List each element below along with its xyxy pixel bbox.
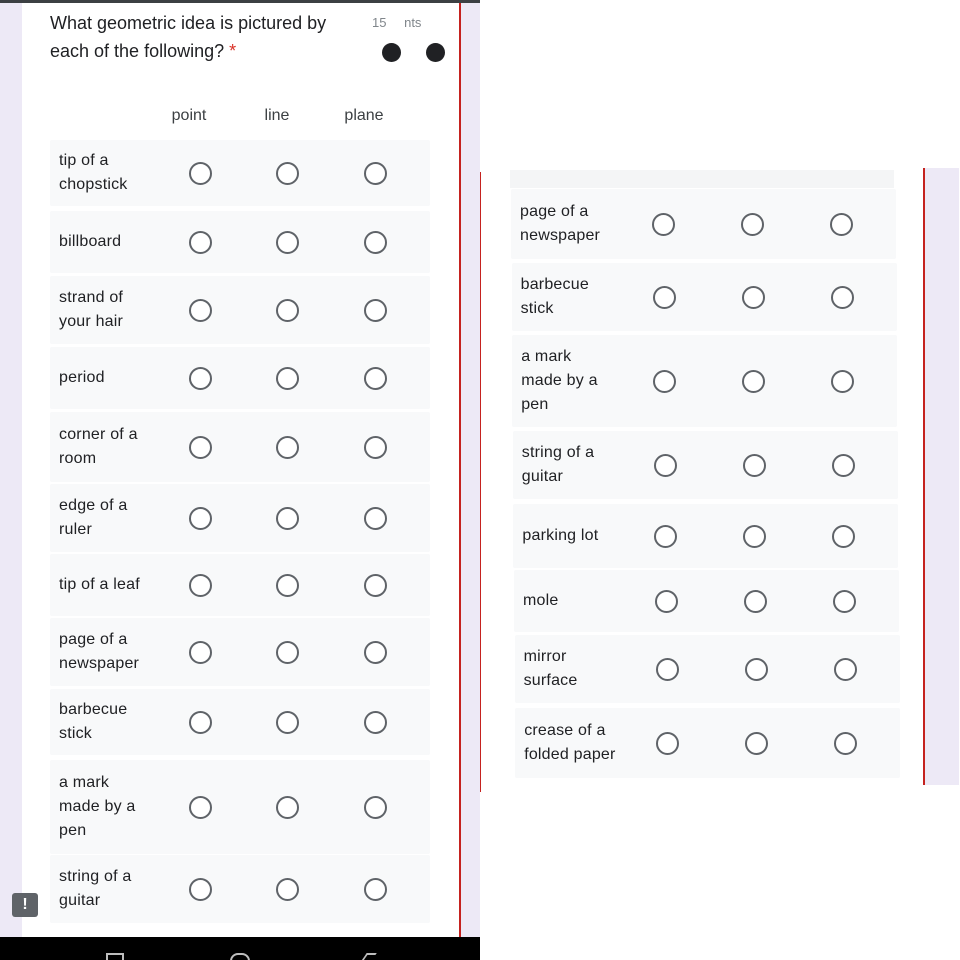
back-icon[interactable] xyxy=(361,953,377,960)
grid-row xyxy=(50,140,430,206)
row-label xyxy=(59,423,163,471)
grid-row xyxy=(50,484,430,552)
radio-point[interactable] xyxy=(189,299,212,322)
radio-line[interactable] xyxy=(741,213,764,236)
radio-line[interactable] xyxy=(743,454,766,477)
radio-plane[interactable] xyxy=(364,711,387,734)
row-label xyxy=(523,589,627,613)
row-label-line: edge of a xyxy=(59,497,128,514)
row-label-line: barbecue xyxy=(520,276,589,293)
radio-point[interactable] xyxy=(652,213,675,236)
row-label-line: room xyxy=(59,450,97,467)
row-label-line: surface xyxy=(523,672,578,689)
radio-line[interactable] xyxy=(276,641,299,664)
column-header-point: point xyxy=(171,107,207,124)
row-label-line: crease of a xyxy=(524,722,606,739)
grid-row xyxy=(515,708,900,778)
row-label xyxy=(522,524,626,548)
radio-point[interactable] xyxy=(189,878,212,901)
grid-row xyxy=(511,189,896,259)
grid-row xyxy=(50,760,430,854)
floating-dots xyxy=(380,41,464,65)
radio-line[interactable] xyxy=(276,436,299,459)
row-label-line: string of a xyxy=(59,868,132,885)
radio-point[interactable] xyxy=(189,162,212,185)
card-border-right xyxy=(923,168,959,785)
row-label xyxy=(520,200,624,248)
right-screenshot xyxy=(480,168,960,792)
row-label-line: billboard xyxy=(59,233,122,250)
row-label-line: mirror xyxy=(523,648,567,665)
row-label xyxy=(524,719,628,767)
row-label-line: a mark xyxy=(521,348,572,365)
row-label-line: guitar xyxy=(59,892,101,909)
row-label-line: newspaper xyxy=(520,227,601,244)
row-label xyxy=(59,865,163,913)
recent-apps-icon[interactable] xyxy=(106,953,124,960)
report-problem-icon[interactable]: ! xyxy=(12,893,38,917)
grid-row xyxy=(512,263,897,331)
row-label-line: guitar xyxy=(521,468,564,485)
row-label xyxy=(59,366,163,390)
android-nav-bar xyxy=(0,937,480,960)
radio-line[interactable] xyxy=(276,162,299,185)
question-card xyxy=(22,3,461,938)
row-label-line: newspaper xyxy=(59,655,140,672)
grid-row xyxy=(50,855,430,923)
row-label-line: chopstick xyxy=(59,176,128,193)
question-title xyxy=(50,9,370,65)
row-label xyxy=(521,345,625,417)
home-icon[interactable] xyxy=(230,953,250,960)
grid-row xyxy=(513,504,898,568)
radio-point[interactable] xyxy=(654,454,677,477)
radio-plane[interactable] xyxy=(364,299,387,322)
grid-row xyxy=(512,335,897,427)
row-label xyxy=(59,628,163,676)
column-header-plane: plane xyxy=(344,107,384,124)
radio-plane[interactable] xyxy=(831,370,854,393)
radio-point[interactable] xyxy=(189,507,212,530)
radio-line[interactable] xyxy=(745,658,768,681)
radio-plane[interactable] xyxy=(833,590,856,613)
radio-point[interactable] xyxy=(189,641,212,664)
radio-plane[interactable] xyxy=(364,162,387,185)
radio-plane[interactable] xyxy=(364,436,387,459)
row-label xyxy=(59,230,163,254)
row-label xyxy=(59,149,163,197)
radio-line[interactable] xyxy=(276,231,299,254)
radio-point[interactable] xyxy=(189,231,212,254)
radio-line[interactable] xyxy=(743,525,766,548)
radio-line[interactable] xyxy=(276,796,299,819)
row-label-line: stick xyxy=(59,725,92,742)
row-label xyxy=(522,441,626,489)
row-label-line: strand of xyxy=(59,289,124,306)
radio-point[interactable] xyxy=(654,525,677,548)
radio-line[interactable] xyxy=(742,370,765,393)
radio-line[interactable] xyxy=(276,574,299,597)
row-label-line: pen xyxy=(521,396,549,413)
question-title-text: What geometric idea is pictured by each of the following? xyxy=(50,13,327,61)
grid-row xyxy=(515,635,900,703)
radio-plane[interactable] xyxy=(834,732,857,755)
row-label xyxy=(59,573,163,597)
row-stub xyxy=(510,170,894,188)
radio-line[interactable] xyxy=(742,286,765,309)
row-label-line: a mark xyxy=(59,774,110,791)
radio-plane[interactable] xyxy=(832,454,855,477)
dot-icon xyxy=(382,43,401,62)
row-label-line: tip of a leaf xyxy=(59,576,140,593)
card-border-left xyxy=(480,172,481,792)
row-label-line: made by a xyxy=(521,372,598,389)
dot-icon xyxy=(426,43,445,62)
required-asterisk: * xyxy=(229,41,237,61)
grid-row xyxy=(50,276,430,344)
radio-point[interactable] xyxy=(655,590,678,613)
grid-row xyxy=(50,211,430,273)
radio-plane[interactable] xyxy=(364,641,387,664)
row-label-line: stick xyxy=(520,300,554,317)
radio-point[interactable] xyxy=(653,370,676,393)
grid-row xyxy=(50,554,430,616)
row-label-line: mole xyxy=(523,592,559,609)
radio-point[interactable] xyxy=(653,286,676,309)
radio-line[interactable] xyxy=(276,878,299,901)
row-label-line: made by a xyxy=(59,798,136,815)
radio-line[interactable] xyxy=(276,299,299,322)
points-value: 15 xyxy=(372,15,387,30)
grid-row xyxy=(50,412,430,482)
radio-plane[interactable] xyxy=(830,213,853,236)
radio-point[interactable] xyxy=(189,436,212,459)
grid-row xyxy=(513,431,898,499)
row-label-line: ruler xyxy=(59,521,93,538)
column-header-line: line xyxy=(264,107,290,124)
radio-plane[interactable] xyxy=(364,796,387,819)
radio-point[interactable] xyxy=(189,711,212,734)
radio-line[interactable] xyxy=(276,507,299,530)
radio-plane[interactable] xyxy=(831,286,854,309)
radio-line[interactable] xyxy=(744,590,767,613)
row-label-line: parking lot xyxy=(522,527,599,544)
radio-plane[interactable] xyxy=(364,507,387,530)
grid-row xyxy=(50,347,430,409)
row-label-line: barbecue xyxy=(59,701,128,718)
row-label-line: corner of a xyxy=(59,426,138,443)
radio-line[interactable] xyxy=(276,367,299,390)
row-label xyxy=(59,771,163,843)
radio-plane[interactable] xyxy=(364,231,387,254)
radio-point[interactable] xyxy=(656,732,679,755)
radio-plane[interactable] xyxy=(364,367,387,390)
radio-line[interactable] xyxy=(745,732,768,755)
row-label xyxy=(521,273,625,321)
points-suffix: nts xyxy=(404,15,422,30)
radio-point[interactable] xyxy=(189,574,212,597)
grid-row xyxy=(50,689,430,755)
row-label-line: your hair xyxy=(59,313,124,330)
row-label-line: folded paper xyxy=(524,746,616,763)
radio-plane[interactable] xyxy=(834,658,857,681)
grid-row xyxy=(50,618,430,686)
radio-point[interactable] xyxy=(189,796,212,819)
row-label xyxy=(59,698,163,746)
row-label-line: string of a xyxy=(521,444,595,461)
radio-point[interactable] xyxy=(656,658,679,681)
radio-point[interactable] xyxy=(189,367,212,390)
row-label xyxy=(524,645,628,693)
radio-line[interactable] xyxy=(276,711,299,734)
row-label-line: page of a xyxy=(520,203,589,220)
radio-plane[interactable] xyxy=(364,574,387,597)
row-label xyxy=(59,286,163,334)
points-label xyxy=(372,15,421,30)
row-label xyxy=(59,494,163,542)
grid-row xyxy=(514,570,899,632)
row-label-line: pen xyxy=(59,822,87,839)
row-label-line: tip of a xyxy=(59,152,109,169)
radio-plane[interactable] xyxy=(364,878,387,901)
row-label-line: period xyxy=(59,369,105,386)
row-label-line: page of a xyxy=(59,631,128,648)
radio-plane[interactable] xyxy=(832,525,855,548)
